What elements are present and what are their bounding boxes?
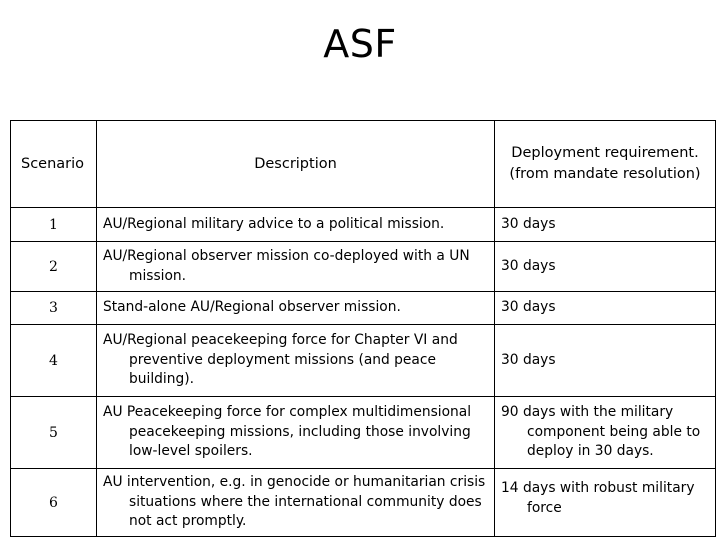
header-requirement <box>495 121 716 208</box>
header-description: Description <box>97 121 495 208</box>
header-scenario: Scenario <box>11 121 97 208</box>
table-header-row <box>11 121 716 208</box>
scenario-description: AU/Regional military advice to a political mission. <box>97 208 495 242</box>
table-row <box>11 469 716 537</box>
deployment-requirement: 90 days with the military component being able to deploy in 30 days. <box>495 397 716 469</box>
scenario-number: 2 <box>11 242 97 292</box>
deployment-requirement: 14 days with robust military force <box>495 469 716 537</box>
scenario-description: AU Peacekeeping force for complex multidimensional peacekeeping missions, including those involving low-level spoilers. <box>97 397 495 469</box>
table-row <box>11 325 716 397</box>
scenario-description: AU/Regional observer mission co-deployed with a UN mission. <box>97 242 495 292</box>
scenario-description: AU intervention, e.g. in genocide or humanitarian crisis situations where the international community does not act promptly. <box>97 469 495 537</box>
deployment-requirement: 30 days <box>495 208 716 242</box>
table-row <box>11 397 716 469</box>
slide-title: ASF <box>323 22 397 66</box>
scenario-number: 3 <box>11 292 97 325</box>
asf-scenario-table <box>10 120 716 537</box>
header-requirement-line1: Deployment requirement. <box>511 145 699 161</box>
scenario-number: 4 <box>11 325 97 397</box>
table-row <box>11 208 716 242</box>
scenario-number: 5 <box>11 397 97 469</box>
deployment-requirement: 30 days <box>495 292 716 325</box>
header-requirement-line2: (from mandate resolution) <box>509 166 701 182</box>
scenario-number: 6 <box>11 469 97 537</box>
table-row <box>11 242 716 292</box>
scenario-description: Stand-alone AU/Regional observer mission. <box>97 292 495 325</box>
scenario-number: 1 <box>11 208 97 242</box>
deployment-requirement: 30 days <box>495 325 716 397</box>
table-row <box>11 292 716 325</box>
scenario-description: AU/Regional peacekeeping force for Chapter VI and preventive deployment missions (and peace building). <box>97 325 495 397</box>
deployment-requirement: 30 days <box>495 242 716 292</box>
